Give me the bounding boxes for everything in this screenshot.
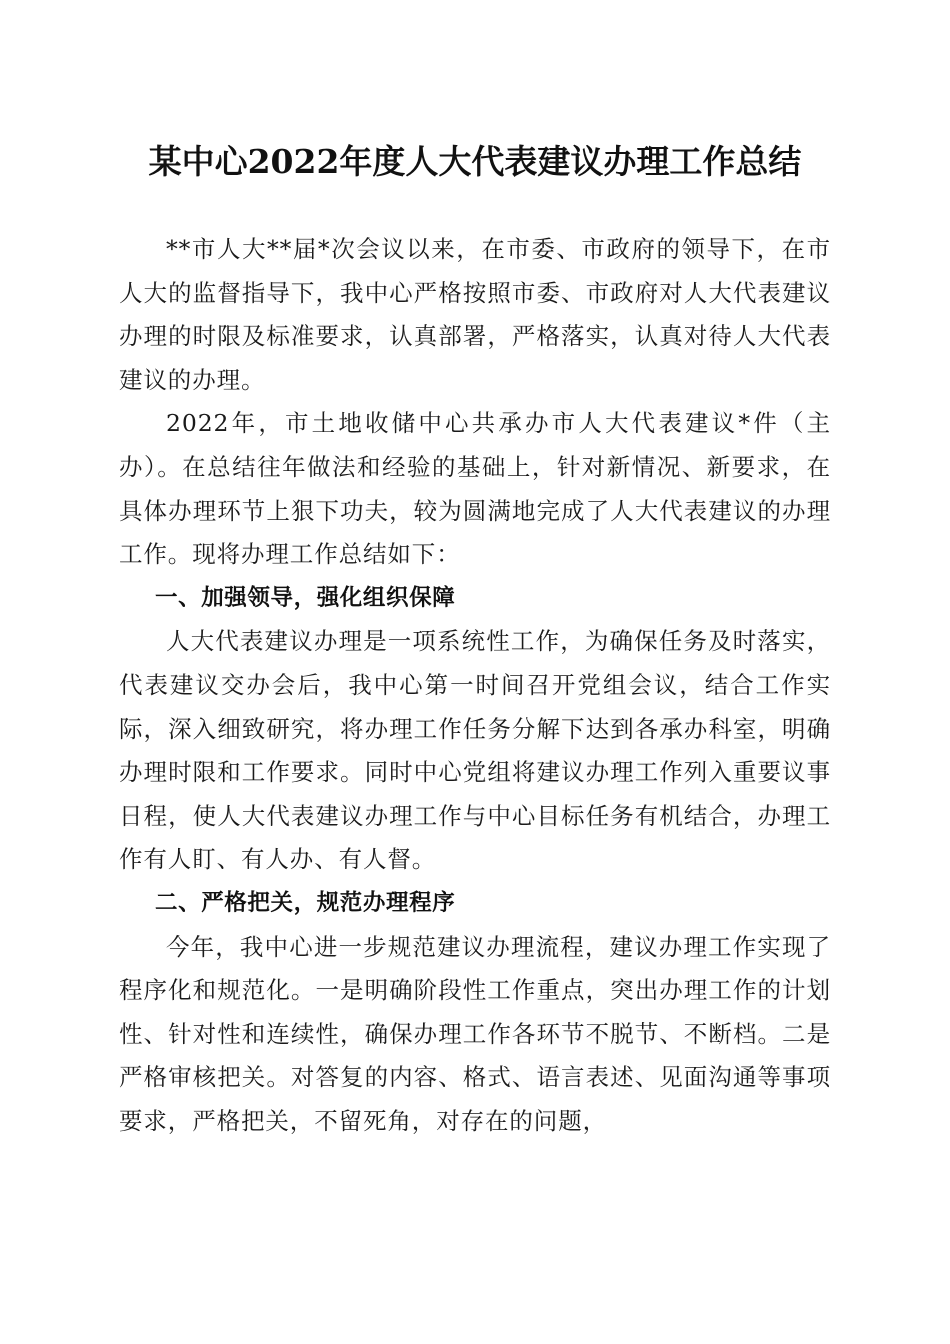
section-heading-1: 一、加强领导，强化组织保障: [155, 584, 456, 611]
intro-paragraph-2: 2022年，市土地收储中心共承办市人大代表建议*件（主办）。在总结往年做法和经验的基础上，针对新情况、新要求，在具体办理环节上狠下功夫，较为圆满地完成了人大代表建议的办理工作。现将办理工作总结如下：: [119, 409, 831, 569]
section-paragraph-1: 人大代表建议办理是一项系统性工作，为确保任务及时落实，代表建议交办会后，我中心第一时间召开党组会议，结合工作实际，深入细致研究，将办理工作任务分解下达到各承办科室，明确办理时限和工作要求。同时中心党组将建议办理工作列入重要议事日程，使人大代表建议办理工作与中心目标任务有机结合，办理工作有人盯、有人办、有人督。: [119, 627, 831, 874]
document-body: [119, 228, 831, 1143]
intro-paragraph-1: **市人大**届*次会议以来，在市委、市政府的领导下，在市人大的监督指导下，我中心严格按照市委、市政府对人大代表建议办理的时限及标准要求，认真部署，严格落实，认真对待人大代表建议的办理。: [119, 235, 831, 394]
section-heading-2: 二、严格把关，规范办理程序: [155, 889, 456, 916]
section-paragraph-2: 今年，我中心进一步规范建议办理流程，建议办理工作实现了程序化和规范化。一是明确阶段性工作重点，突出办理工作的计划性、针对性和连续性，确保办理工作各环节不脱节、不断档。二是严格审核把关。对答复的内容、格式、语言表述、见面沟通等事项要求，严格把关，不留死角，对存在的问题，: [119, 932, 831, 1135]
document-title: 某中心2022年度人大代表建议办理工作总结: [148, 142, 802, 181]
